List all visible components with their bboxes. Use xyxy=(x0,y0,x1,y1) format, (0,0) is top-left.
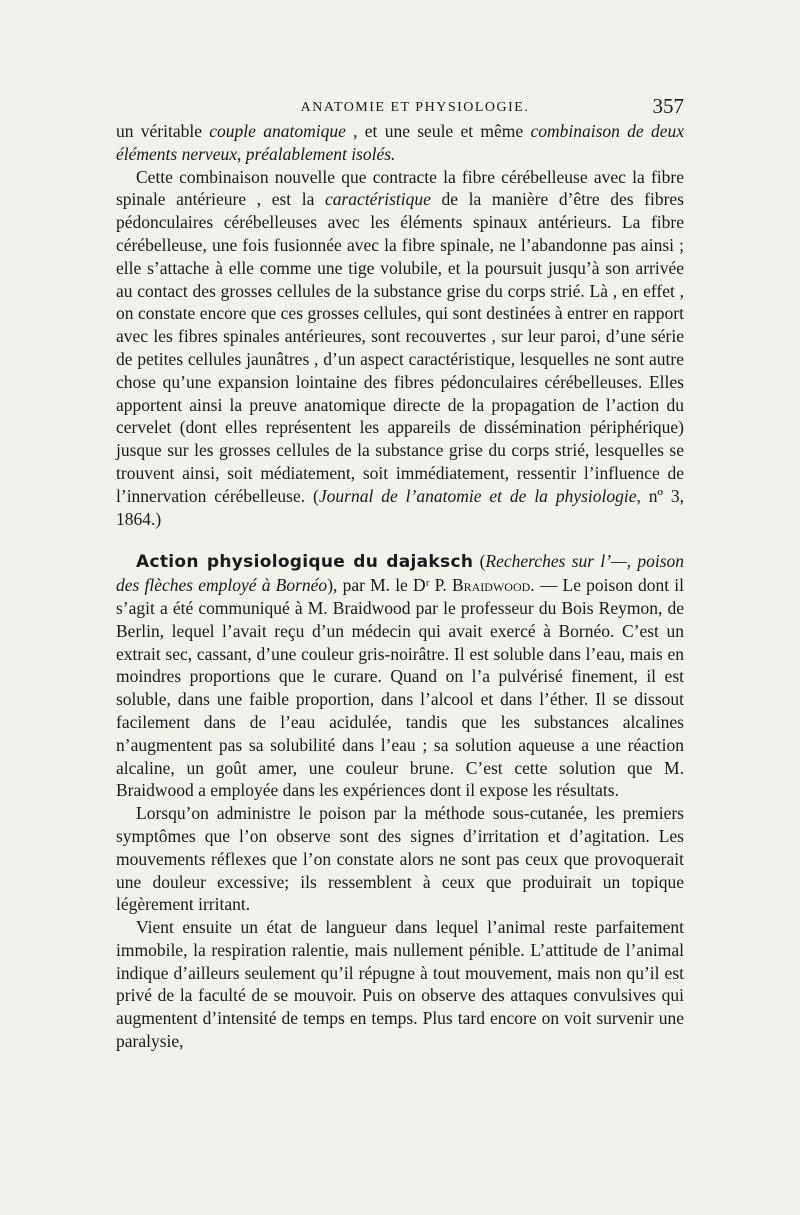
page-number: 357 xyxy=(652,94,684,118)
section-heading: Action physiologique du dajaksch xyxy=(136,552,474,573)
text-run: ), par M. le Dʳ P. xyxy=(327,575,452,596)
text-run: Cette combinaison nouvelle que contracte la fibre cérébelleuse avec la fibre spinale antérieure , est la xyxy=(116,166,684,210)
author-name: Braidwood xyxy=(451,575,531,596)
text-run: , xyxy=(236,143,246,164)
italic-run: Recherches sur l’—, poison des flèches employé à Bornéo xyxy=(116,551,685,596)
text-run: de la manière d’être des fibres pédonculaires cérébelleuses avec les éléments spinaux antérieurs. La fibre cérébelleuse, une fois fusionnée avec la fibre spinale, ne l’abandonne pas ainsi ; elle s’attache à elle comme une tige volubile, et la poursuit jusqu’à son arrivée au contact des grosses cellules de la substance grise du corps strié. Là , en effet , on constate encore que ces grosses cellules, qui sont destinées à entrer en rapport avec les fibres spinales antérieures, sont recouvertes , sur leur paroi, d’une série de petites cellules jaunâtres , d’un aspect caractéristique, lesquelles ne sont autre chose qu’une expansion lointaine des fibres pédonculaires cérébelleuses. Elles apportent ainsi la preuve anatomique directe de la propagation de l’action du cervelet (dont elles représentent les appareils de dissémination périphérique) jusque sur les grosses cellules de la substance grise du corps strié, lesquelles se trouvent ainsi, soit médiatement, soit immédiatement, ressentir l’influence de l’innervation cérébelleuse. ( xyxy=(116,189,684,506)
paragraph-1 xyxy=(116,120,684,166)
paragraph-4 xyxy=(116,802,684,916)
text-run: Vient ensuite un état de langueur dans lequel l’animal reste parfaitement immobile, la respiration ralentie, mais nullement pénible. L’attitude de l’animal indique d’ailleurs seulement qu’il répugne à tout mouvement, mais non qu’il est privé de la faculté de se mouvoir. Puis on observe des attaques convulsives qui augmentent d’intensité de temps en temps. Plus tard encore on voit survenir une paralysie, xyxy=(116,917,684,1052)
italic-run: caractéristique xyxy=(324,189,431,210)
journal-citation: Journal de l’anatomie et de la physiologie xyxy=(318,485,637,506)
text-run: , et une seule et même xyxy=(345,121,531,141)
text-run: ( xyxy=(473,551,486,572)
document-page xyxy=(116,94,684,1053)
text-run: . — Le poison dont il s’agit a été communiqué à M. Braidwood par le professeur du Bois Reymon, de Berlin, lequel l’avait reçu d’un médecin qui avait exercé à Bornéo. C’est un extrait sec, cassant, d’une couleur gris-noirâtre. Il est soluble dans l’eau, mais en moindres proportions que le curare. Quand on l’a pulvérisé finement, il est soluble, dans une faible proportion, dans l’alcool et dans l’éther. Il se dissout facilement dans de l’eau acidulée, tandis que les substances alcalines n’augmentent pas sa solubilité dans l’eau ; sa solution aqueuse a une réaction alcaline, un goût amer, une couleur brune. C’est cette solution que M. Braidwood a employée dans les expériences dont il expose les résultats. xyxy=(116,575,685,801)
italic-run: combinaison de deux éléments nerveux xyxy=(116,121,684,164)
italic-run: couple anatomique xyxy=(209,121,346,141)
text-run: Lorsqu’on administre le poison par la méthode sous-cutanée, les premiers symptômes que l’on observe sont des signes d’irritation et d’agitation. Les mouvements réflexes que l’on constate alors ne sont pas ceux que provoquerait une douleur excessive; ils ressemblent à ceux que produirait un topique légèrement irritant. xyxy=(116,803,684,915)
section-gap xyxy=(116,530,684,550)
running-header xyxy=(116,94,684,120)
paragraph-2 xyxy=(116,166,684,531)
paragraph-5 xyxy=(116,916,684,1053)
paragraph-3 xyxy=(116,550,684,802)
text-run: , nº 3, 1864.) xyxy=(116,485,684,529)
running-title: ANATOMIE ET PHYSIOLOGIE. xyxy=(300,100,530,115)
text-run: un véritable xyxy=(116,121,210,141)
italic-run: préalablement isolés. xyxy=(245,143,396,164)
